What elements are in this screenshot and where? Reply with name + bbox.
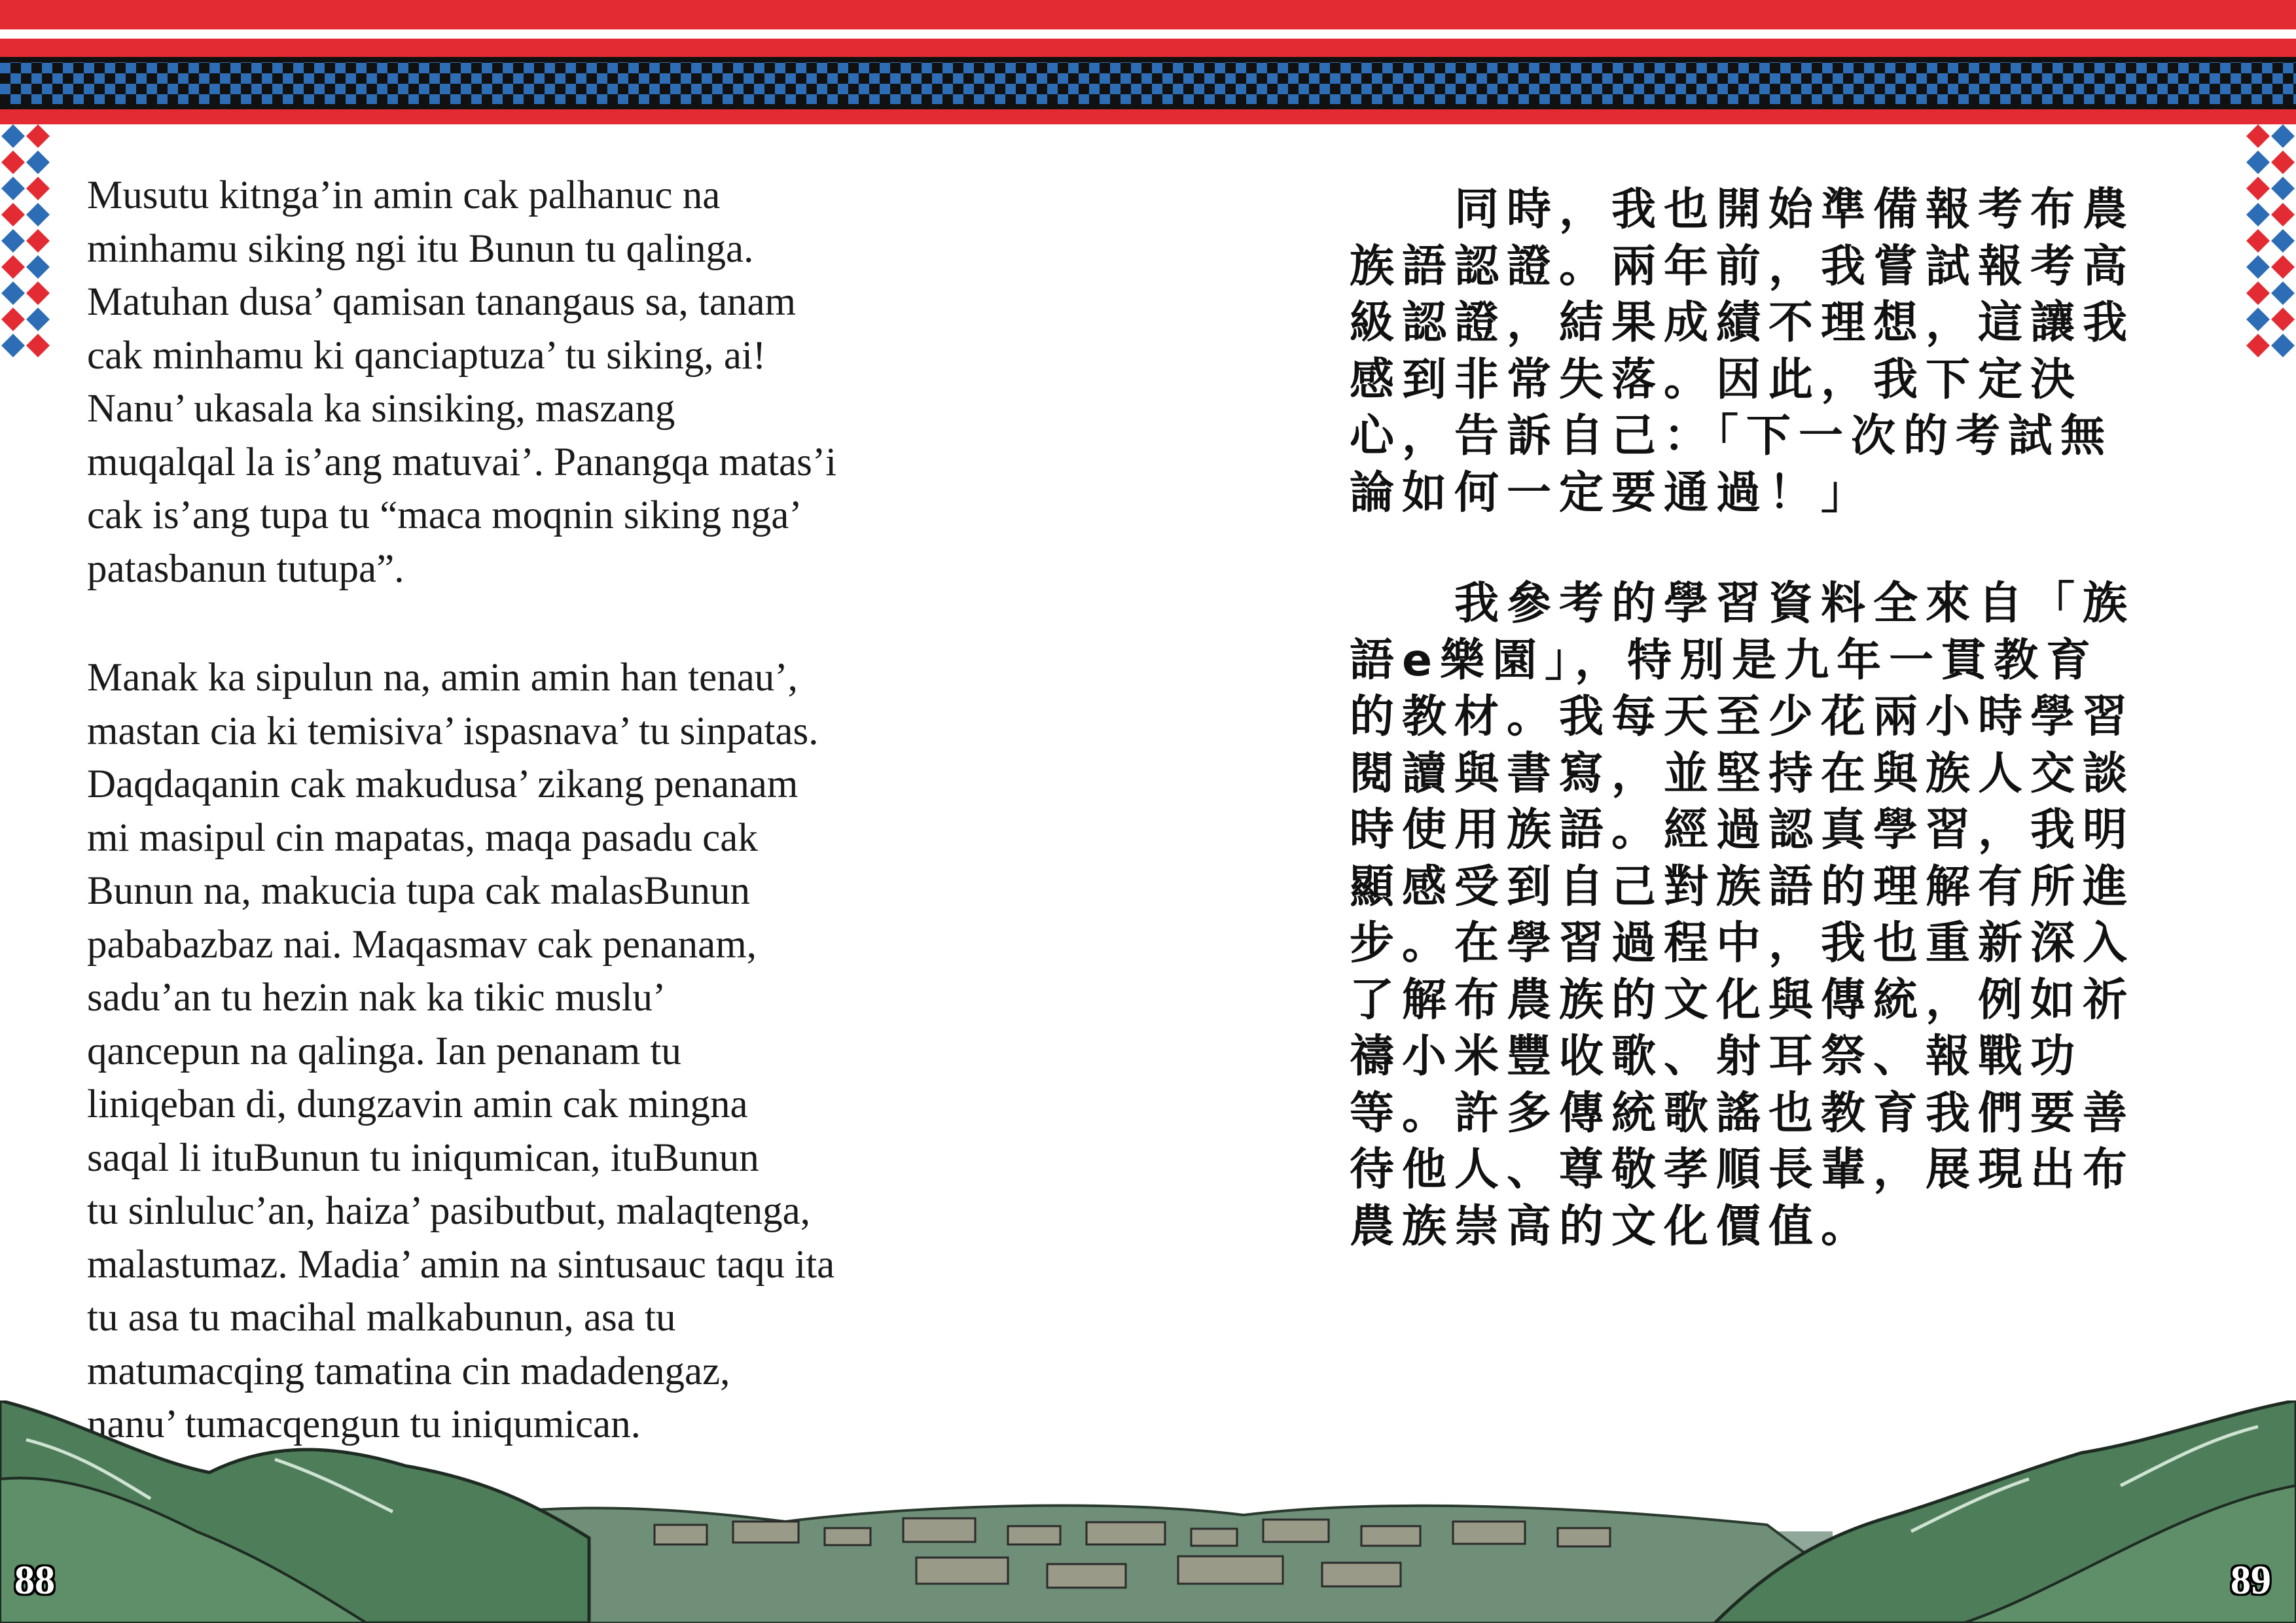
right-diamond-decoration xyxy=(2244,124,2296,386)
top-woven-band xyxy=(0,0,2296,124)
page-number-right: 89 xyxy=(2231,1558,2271,1603)
mountain-village-illustration xyxy=(0,1400,2296,1623)
right-page-text xyxy=(1350,182,2214,1255)
page-number-left: 88 xyxy=(14,1558,55,1603)
right-paragraph-1: 同時，我也開始準備報考布農 族語認證。兩年前，我嘗試報考高 級認證，結果成績不理想，這讓我 感到非常失落。因此，我下定決 心，告訴自己：「下一次的考試無 論如何一定要通過！」 xyxy=(1350,184,2136,519)
left-paragraph-2: Manak ka sipulun na, amin amin han tenau’, mastan cia ki temisiva’ ispasnava’ tu sinpatas. Daqdaqanin cak makudusa’ zikang penanam mi masipul cin mapatas, maqa pasadu cak Bunun na, makucia tupa cak malasBunun pababazbaz nai. Maqasmav cak penanam, sadu’an tu hezin nak ka tikic muslu’ qancepun na qalinga. Ian penanam tu liniqeban di, dungzavin amin cak mingna saqal li ituBunun tu iniqumican, ituBunun tu sinluluc’an, haiza’ pasibutbut, malaqtenga, malastumaz. Madia’ amin na sintusauc taqu ita tu asa tu macihal malkabunun, asa tu matumacqing tamatina cin madadengaz, nanu’ tumacqengun tu iniqumican. xyxy=(87,656,835,1446)
right-paragraph-2: 我參考的學習資料全來自「族 語e樂園」，特別是九年一貫教育 的教材。我每天至少花兩小時學習 閱讀與書寫，並堅持在與族人交談 時使用族語。經過認真學習，我明 顯感受到自己對族語的理解有所進 步。在學習過程中，我也重新深入 了解布農族的文化與傳統，例如祈 禱小米豐收歌、射耳祭、報戰功 等。許多傳統歌謠也教育我們要善 待他人、尊敬孝順長輩，展現出布 農族崇高的文化價值。 xyxy=(1350,578,2136,1253)
left-diamond-decoration xyxy=(0,124,52,386)
left-paragraph-1: Musutu kitnga’in amin cak palhanuc na minhamu siking ngi itu Bunun tu qalinga. Matuhan dusa’ qamisan tanangaus sa, tanam cak minhamu ki qanciaptuza’ tu siking, ai! Nanu’ ukasala ka sinsiking, maszang muqalqal la is’ang matuvai’. Panangqa matas’i cak is’ang tupa tu “maca moqnin siking nga’ patasbanun tutupa”. xyxy=(87,173,837,591)
left-page-text xyxy=(87,169,958,1452)
